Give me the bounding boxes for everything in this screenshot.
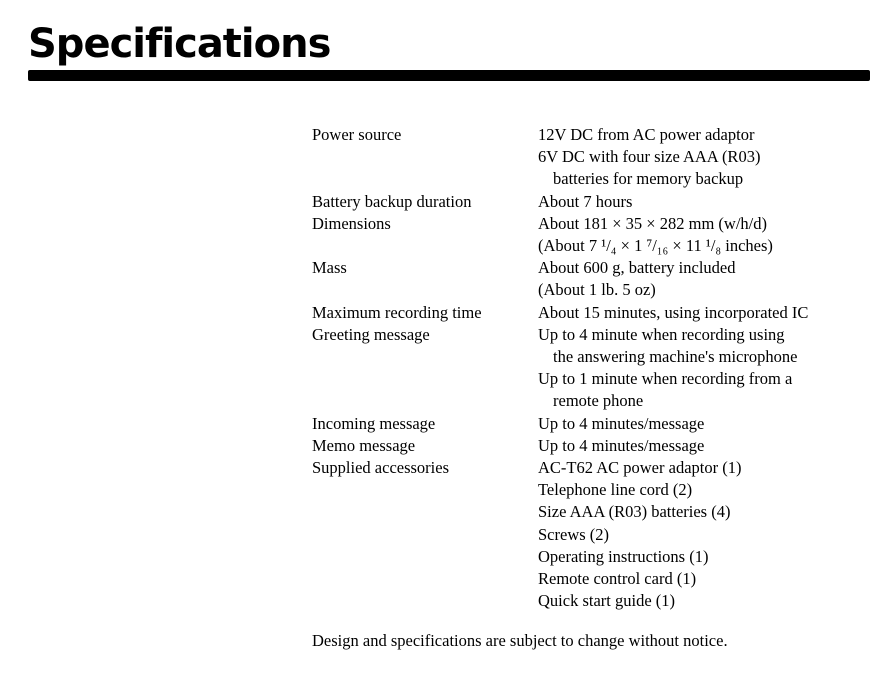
spec-row bbox=[312, 302, 877, 324]
spec-value-line: AC-T62 AC power adaptor (1) bbox=[538, 458, 742, 478]
spec-values bbox=[538, 435, 877, 457]
spec-value-line: Size AAA (R03) batteries (4) bbox=[538, 502, 731, 522]
spec-value-line: 6V DC with four size AAA (R03) bbox=[538, 147, 761, 167]
spec-value-line: Operating instructions (1) bbox=[538, 546, 709, 566]
spec-value-line: batteries for memory backup bbox=[553, 169, 744, 189]
footer-note: Design and specifications are subject to change without notice. bbox=[312, 631, 728, 650]
spec-label: Mass bbox=[312, 258, 347, 278]
spec-label: Dimensions bbox=[312, 213, 391, 233]
spec-value-line: About 7 hours bbox=[538, 191, 633, 211]
spec-row bbox=[312, 457, 877, 612]
spec-values bbox=[538, 413, 877, 435]
page-title: Specifications bbox=[28, 21, 331, 67]
spec-value-line: About 15 minutes, using incorporated IC bbox=[538, 302, 809, 322]
spec-value-line: Screws (2) bbox=[538, 524, 610, 544]
spec-values bbox=[538, 213, 877, 257]
spec-row bbox=[312, 324, 877, 413]
spec-row bbox=[312, 413, 877, 435]
spec-values bbox=[538, 257, 877, 301]
spec-label: Maximum recording time bbox=[312, 302, 482, 322]
spec-value-line: the answering machine's microphone bbox=[553, 347, 798, 367]
spec-row bbox=[312, 191, 877, 213]
spec-values bbox=[538, 302, 877, 324]
spec-values bbox=[538, 324, 877, 413]
spec-label: Greeting message bbox=[312, 324, 430, 344]
spec-row bbox=[312, 124, 877, 191]
spec-label: Battery backup duration bbox=[312, 191, 472, 211]
spec-value-line: (About 7 ¹/₄ × 1 ⁷/₁₆ × 11 ¹/₈ inches) bbox=[538, 236, 773, 256]
spec-label: Power source bbox=[312, 125, 402, 144]
spec-value-line: Remote control card (1) bbox=[538, 569, 697, 589]
spec-value-line: Up to 1 minute when recording from a bbox=[538, 369, 793, 389]
spec-label: Memo message bbox=[312, 435, 416, 455]
spec-label: Supplied accessories bbox=[312, 458, 450, 478]
spec-value-line: remote phone bbox=[553, 391, 644, 411]
spec-value-line: (About 1 lb. 5 oz) bbox=[538, 280, 656, 300]
spec-values bbox=[538, 457, 877, 612]
spec-value-line: Quick start guide (1) bbox=[538, 591, 676, 611]
spec-row bbox=[312, 435, 877, 457]
spec-value-line: About 600 g, battery included bbox=[538, 258, 736, 278]
spec-table bbox=[312, 124, 877, 612]
spec-label: Incoming message bbox=[312, 413, 436, 433]
spec-value-line: Up to 4 minutes/message bbox=[538, 413, 705, 433]
title-rule bbox=[28, 70, 870, 81]
spec-value-line: Telephone line cord (2) bbox=[538, 480, 693, 500]
spec-value-line: 12V DC from AC power adaptor bbox=[538, 125, 755, 144]
spec-row bbox=[312, 213, 877, 257]
spec-value-line: About 181 × 35 × 282 mm (w/h/d) bbox=[538, 213, 767, 233]
spec-values bbox=[538, 124, 877, 191]
spec-value-line: Up to 4 minutes/message bbox=[538, 435, 705, 455]
spec-row bbox=[312, 257, 877, 301]
spec-value-line: Up to 4 minute when recording using bbox=[538, 324, 785, 344]
spec-values bbox=[538, 191, 877, 213]
